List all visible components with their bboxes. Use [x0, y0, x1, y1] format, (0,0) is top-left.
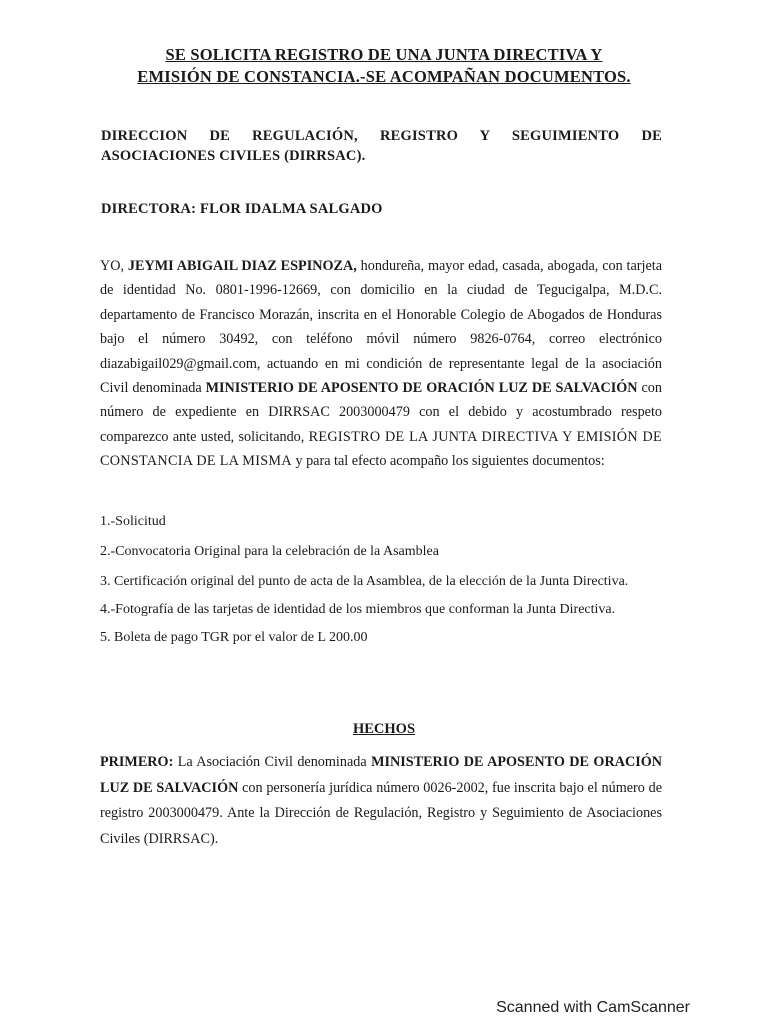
primero-paragraph	[100, 750, 662, 852]
document-item: 1.-Solicitud	[100, 514, 166, 529]
body-text-1: hondureña, mayor edad, casada, abogada, con tarjeta de identidad No. 0801-1996-12669, con domicilio en la ciudad de Tegucigalpa, M.D.C. departamento de Francisco Morazán, inscrita en el Honorable Colegio de Abogados de Honduras bajo el número 30492, con teléfono móvil número 9826-0764, correo electrónico diazabigail029@gmail.com, actuando en mi condición de representante legal de la asociación Civil denominada	[100, 258, 663, 397]
document-item: 2.-Convocatoria Original para la celebración de la Asamblea	[100, 544, 439, 559]
addressee: DIRECCION DE REGULACIÓN, REGISTRO Y SEGUIMIENTO DE ASOCIACIONES CIVILES (DIRRSAC).	[101, 128, 662, 164]
title-line-2: EMISIÓN DE CONSTANCIA.-SE ACOMPAÑAN DOCUMENTOS.	[137, 67, 631, 86]
title-line-1: SE SOLICITA REGISTRO DE UNA JUNTA DIRECTIVA Y	[165, 45, 603, 64]
organization-name: MINISTERIO DE APOSENTO DE ORACIÓN LUZ DE SALVACIÓN	[205, 380, 638, 397]
document-item: 3. Certificación original del punto de acta de la Asamblea, de la elección de la Junta Directiva.	[100, 574, 629, 589]
primero-text-2: con personería jurídica número 0026-2002, fue inscrita bajo el número de registro 2003000479. Ante la Dirección de Regulación, Registro y Seguimiento de Asociaciones Civiles (DIRRSAC).	[100, 779, 662, 847]
primero-text-1: La Asociación Civil denominada	[173, 754, 372, 770]
document-title	[96, 44, 672, 88]
camscanner-watermark: Scanned with CamScanner	[496, 999, 690, 1016]
petitioner-name: JEYMI ABIGAIL DIAZ ESPINOZA,	[127, 258, 357, 274]
request-text: REGISTRO DE LA JUNTA DIRECTIVA Y EMISIÓN DE CONSTANCIA DE LA MISMA	[100, 428, 662, 470]
primero-label: PRIMERO:	[100, 754, 174, 770]
petition-paragraph	[100, 254, 662, 474]
primero-organization: MINISTERIO DE APOSENTO DE ORACIÓN LUZ DE SALVACIÓN	[100, 754, 662, 796]
attached-documents-list	[100, 512, 662, 656]
hechos-heading: HECHOS	[352, 721, 416, 737]
directora-line: DIRECTORA: FLOR IDALMA SALGADO	[101, 201, 383, 217]
document-item: 5. Boleta de pago TGR por el valor de L 200.00	[100, 630, 368, 645]
body-text-3: y para tal efecto acompaño los siguientes documentos:	[291, 453, 605, 470]
document-item: 4.-Fotografía de las tarjetas de identidad de los miembros que conforman la Junta Directiva.	[100, 602, 616, 617]
body-text-2: con número de expediente en DIRRSAC 2003000479 con el debido y acostumbrado respeto comparezco ante usted, solicitando,	[100, 380, 662, 445]
body-yo: YO,	[100, 258, 128, 274]
